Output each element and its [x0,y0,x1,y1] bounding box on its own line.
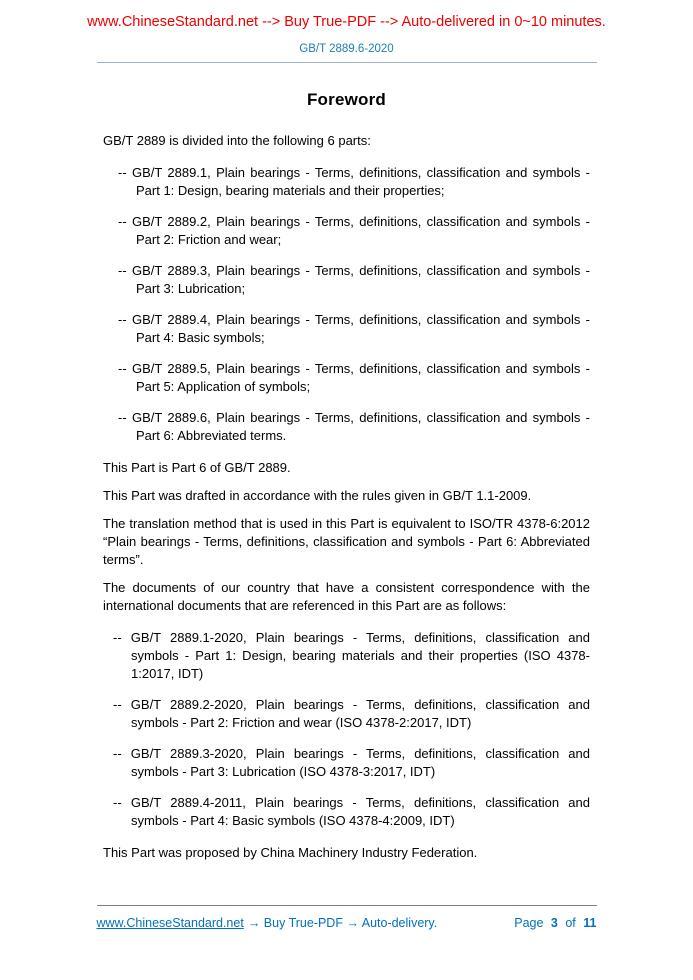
footer-divider [97,905,597,906]
correspondence-list [103,629,590,830]
promo-banner: www.ChineseStandard.net --> Buy True-PDF --> Auto-delivered in 0~10 minutes. [87,14,606,30]
of-label: of [565,916,576,930]
list-item: -- GB/T 2889.1, Plain bearings - Terms, definitions, classification and symbols - Part 1: Design, bearing materials and their properties; [118,165,590,198]
footer-row [97,915,597,931]
list-item: -- GB/T 2889.2-2020, Plain bearings - Terms, definitions, classification and symbols - Part 2: Friction and wear (ISO 4378-2:2017, IDT) [113,697,590,730]
list-item: -- GB/T 2889.2, Plain bearings - Terms, definitions, classification and symbols - Part 2: Friction and wear; [118,214,590,247]
page-footer [0,905,693,931]
paragraph: This Part was drafted in accordance with the rules given in GB/T 1.1-2009. [103,488,532,503]
header-divider [97,62,597,63]
document-body [103,91,590,862]
intro-paragraph: GB/T 2889 is divided into the following 6 parts: [103,133,371,148]
list-item: -- GB/T 2889.1-2020, Plain bearings - Terms, definitions, classification and symbols - Part 1: Design, bearing materials and their properties (ISO 4378-1:2017, IDT) [113,630,590,681]
list-item: -- GB/T 2889.4-2011, Plain bearings - Terms, definitions, classification and symbols - Part 4: Basic symbols (ISO 4378-4:2009, IDT) [113,795,590,828]
paragraph: This Part is Part 6 of GB/T 2889. [103,460,291,475]
list-item: -- GB/T 2889.5, Plain bearings - Terms, definitions, classification and symbols - Part 5: Application of symbols; [118,361,590,394]
list-item: -- GB/T 2889.6, Plain bearings - Terms, definitions, classification and symbols - Part 6: Abbreviated terms. [118,410,590,443]
page-header [0,0,693,63]
footer-tagline: → Buy True-PDF → Auto-delivery. [247,916,438,930]
total-pages: 11 [583,916,597,930]
paragraph: The translation method that is used in this Part is equivalent to ISO/TR 4378-6:2012 “Plain bearings - Terms, definitions, classification and symbols - Part 6: Abbreviated terms”. [103,516,590,567]
page-number: 3 [550,916,558,930]
page-title: Foreword [306,90,387,109]
list-item: -- GB/T 2889.3-2020, Plain bearings - Terms, definitions, classification and symbols - Part 3: Lubrication (ISO 4378-3:2017, IDT) [113,746,590,779]
list-item: -- GB/T 2889.4, Plain bearings - Terms, definitions, classification and symbols - Part 4: Basic symbols; [118,312,590,345]
standard-number: GB/T 2889.6-2020 [299,43,394,55]
closing-paragraph: This Part was proposed by China Machinery Industry Federation. [103,845,478,860]
paragraph: The documents of our country that have a consistent correspondence with the international documents that are referenced in this Part are as follows: [103,580,590,613]
list-item: -- GB/T 2889.3, Plain bearings - Terms, definitions, classification and symbols - Part 3: Lubrication; [118,263,590,296]
page-indicator [514,915,596,931]
parts-list [103,164,590,445]
footer-left [97,915,438,931]
footer-site-link[interactable]: www.ChineseStandard.net [96,916,244,930]
page-label: Page [514,916,544,930]
